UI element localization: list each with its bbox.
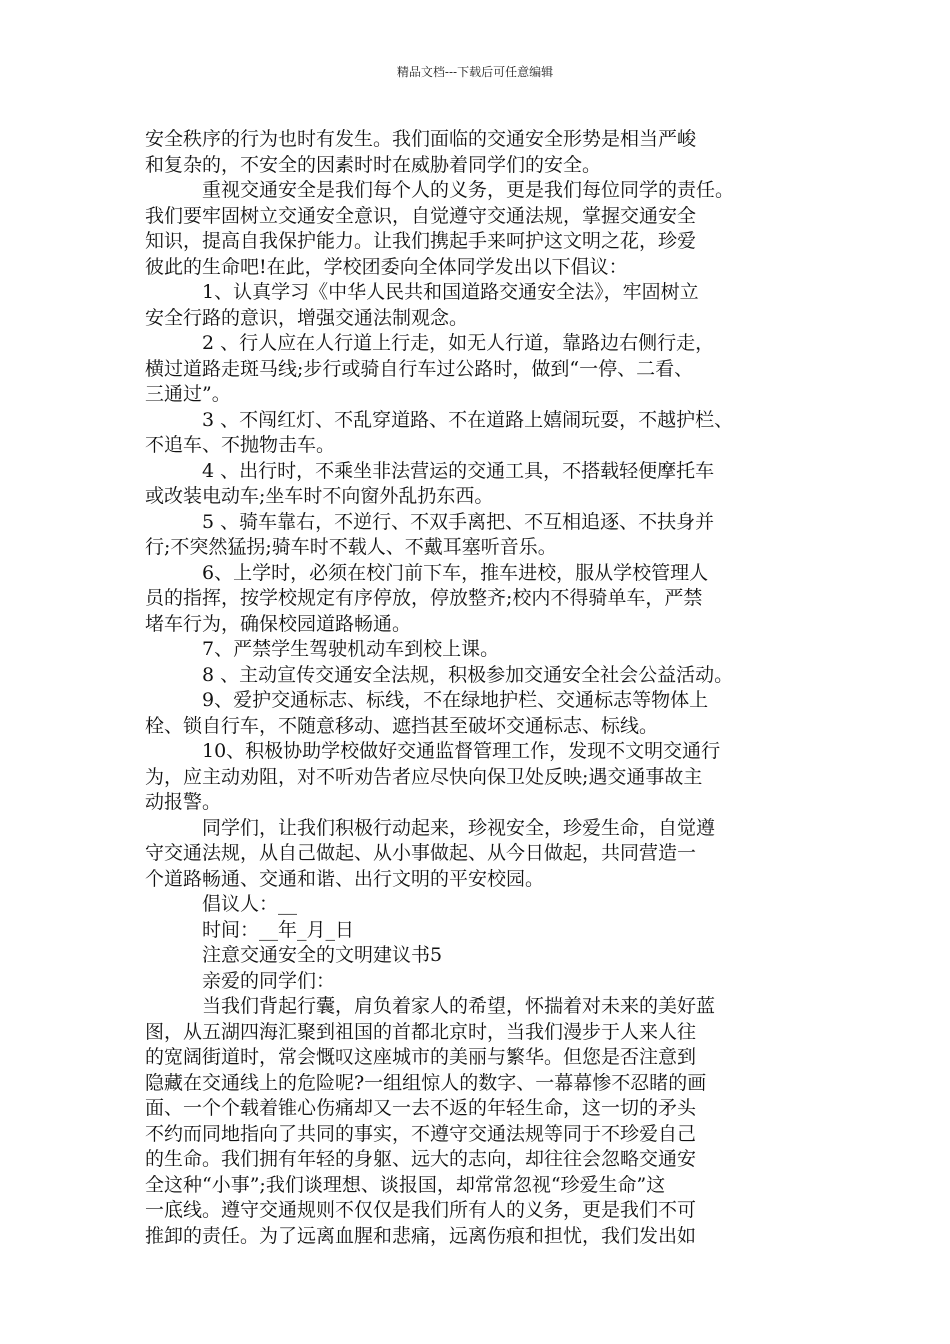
text-line: 和复杂的，不安全的因素时时在威胁着同学们的安全。 <box>145 153 602 176</box>
text-line: 不约而同地指向了共同的事实，不遵守交通法规等同于不珍爱自己 <box>145 1122 697 1145</box>
text-line: 安全秩序的行为也时有发生。我们面临的交通安全形势是相当严峻 <box>145 128 697 150</box>
text-line: 横过道路走斑马线;步行或骑自行车过公路时，做到“一停、二看、 <box>145 357 694 380</box>
text-line: 我们要牢固树立交通安全意识，自觉遵守交通法规，掌握交通安全 <box>145 204 697 227</box>
text-line: 4 、出行时，不乘坐非法营运的交通工具，不搭载轻便摩托车 <box>202 459 715 482</box>
text-line: 个道路畅通、交通和谐、出行文明的平安校园。 <box>145 867 545 890</box>
text-line: 的生命。我们拥有年轻的身躯、远大的志向，却往往会忽略交通安 <box>145 1148 697 1170</box>
text-line: 彼此的生命吧!在此，学校团委向全体同学发出以下倡议： <box>145 255 628 278</box>
text-line: 行;不突然猛拐;骑车时不载人、不戴耳塞听音乐。 <box>145 536 557 558</box>
text-line: 重视交通安全是我们每个人的义务，更是我们每位同学的责任。 <box>202 179 735 201</box>
text-line: 安全行路的意识，增强交通法制观念。 <box>145 306 469 329</box>
text-line: 亲爱的同学们： <box>202 969 336 992</box>
text-line: 三通过”。 <box>145 383 231 405</box>
page-header: 精品文档---下载后可任意编辑 <box>396 65 554 79</box>
text-line: 不追车、不抛物击车。 <box>145 434 336 456</box>
text-line: 面、一个个载着锥心伤痛却又一去不返的年轻生命，这一切的矛头 <box>145 1097 697 1119</box>
text-line: 推卸的责任。为了远离血腥和悲痛，远离伤痕和担忧，我们发出如 <box>145 1224 697 1247</box>
text-line: 8 、主动宣传交通安全法规，积极参加交通安全社会公益活动。 <box>202 663 734 686</box>
text-line: 同学们，让我们积极行动起来，珍视安全，珍爱生命，自觉遵 <box>202 816 716 839</box>
text-line: 当我们背起行囊，肩负着家人的希望，怀揣着对未来的美好蓝 <box>202 995 716 1017</box>
text-line: 1、认真学习《中华人民共和国道路交通安全法》，牢固树立 <box>202 281 699 303</box>
text-line: 栓、锁自行车，不随意移动、遮挡甚至破坏交通标志、标线。 <box>145 714 659 737</box>
text-line: 堵车行为，确保校园道路畅通。 <box>145 612 412 635</box>
text-line: 10、积极协助学校做好交通监督管理工作，发现不文明交通行 <box>202 740 721 762</box>
text-line: 9、爱护交通标志、标线，不在绿地护栏、交通标志等物体上 <box>202 689 709 711</box>
text-line: 2 、行人应在人行道上行走，如无人行道，靠路边右侧行走， <box>202 332 715 354</box>
text-line: 倡议人：__ <box>202 893 298 915</box>
document-body <box>145 127 810 1249</box>
text-line: 或改装电动车;坐车时不向窗外乱扔东西。 <box>145 485 494 507</box>
text-line: 动报警。 <box>145 791 222 813</box>
text-line: 5 、骑车靠右，不逆行、不双手离把、不互相追逐、不扶身并 <box>202 510 715 533</box>
text-line: 为，应主动劝阻，对不听劝告者应尽快向保卫处反映;遇交通事故主 <box>145 765 703 788</box>
text-line: 时间：__年_月_日 <box>202 918 355 941</box>
text-line: 图，从五湖四海汇聚到祖国的首都北京时，当我们漫步于人来人往 <box>145 1020 697 1043</box>
text-line: 注意交通安全的文明建议书5 <box>202 944 443 966</box>
text-line: 隐藏在交通线上的危险呢?一组组惊人的数字、一幕幕惨不忍睹的画 <box>145 1071 707 1094</box>
text-line: 守交通法规，从自己做起、从小事做起、从今日做起，共同营造一 <box>145 842 697 864</box>
text-line: 一底线。遵守交通规则不仅仅是我们所有人的义务，更是我们不可 <box>145 1199 697 1221</box>
text-line: 全这种“小事”;我们谈理想、谈报国，却常常忽视“珍爱生命”这 <box>145 1173 666 1196</box>
text-line: 6、上学时，必须在校门前下车，推车进校，服从学校管理人 <box>202 561 709 584</box>
text-line: 的宽阔街道时，常会慨叹这座城市的美丽与繁华。但您是否注意到 <box>145 1046 697 1068</box>
text-line: 7、严禁学生驾驶机动车到校上课。 <box>202 638 500 660</box>
text-line: 员的指挥，按学校规定有序停放，停放整齐;校内不得骑单车，严禁 <box>145 587 703 609</box>
text-line: 3 、不闯红灯、不乱穿道路、不在道路上嬉闹玩耍，不越护栏、 <box>202 408 734 431</box>
text-line: 知识，提高自我保护能力。让我们携起手来呵护这文明之花，珍爱 <box>145 230 697 252</box>
